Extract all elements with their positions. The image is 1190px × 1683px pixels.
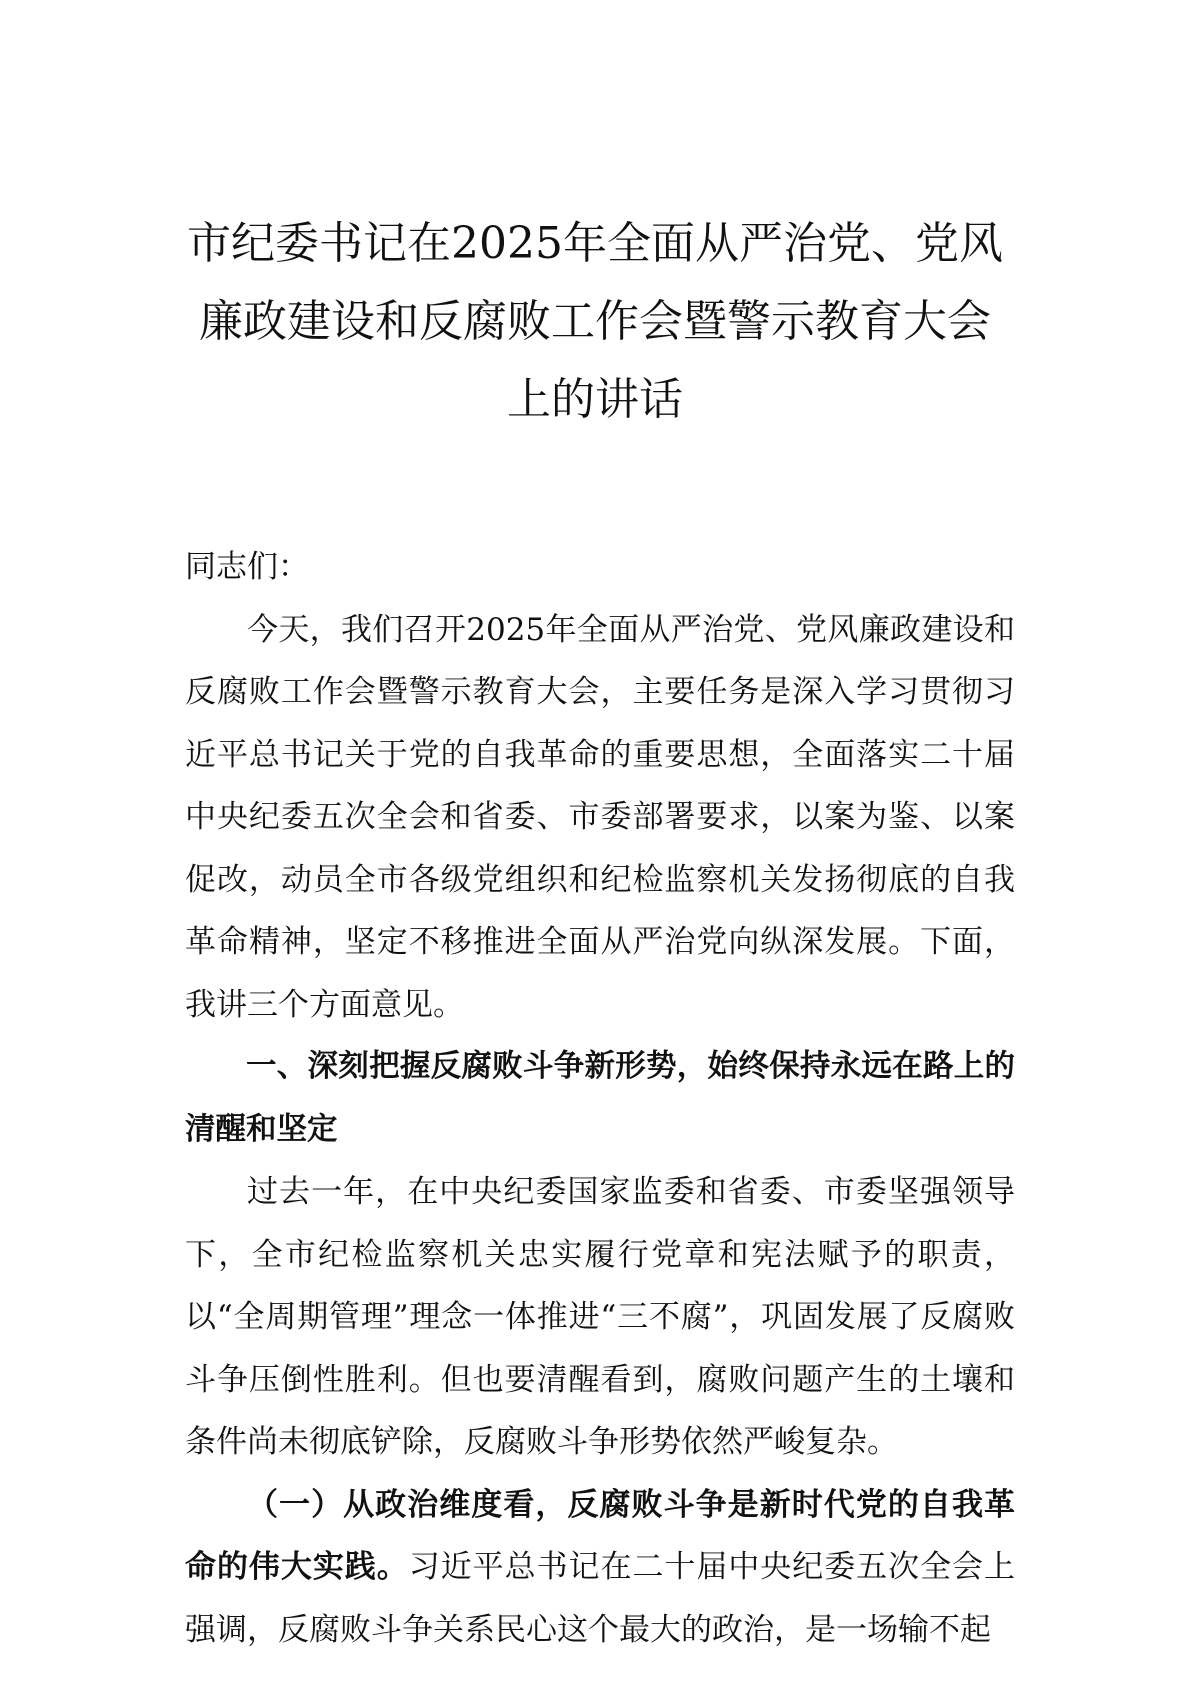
- subsection-1-text: 习近平总书记在二十届中央纪委五次全会上强调，反腐败斗争关系民心这个最大的政治，是一场输不起: [185, 1549, 1016, 1648]
- title-line-2: 廉政建设和反腐败工作会暨警示教育大会: [199, 296, 991, 347]
- speech-body: [185, 536, 1015, 1661]
- salutation: 同志们：: [185, 549, 309, 585]
- section-1-heading: 一、深刻把握反腐败斗争新形势，始终保持永远在路上的清醒和坚定: [185, 1049, 1015, 1147]
- intro-paragraph: 今天，我们召开2025年全面从严治党、党风廉政建设和反腐败工作会暨警示教育大会，主要任务是深入学习贯彻习近平总书记关于党的自我革命的重要思想，全面落实二十届中央纪委五次全会和省委、市委部署要求，以案为鉴、以案促改，动员全市各级党组织和纪检监察机关发扬彻底的自我革命精神，坚定不移推进全面从严治党向纵深发展。下面，我讲三个方面意见。: [185, 611, 1015, 1023]
- section-1-paragraph: 过去一年，在中央纪委国家监委和省委、市委坚强领导下，全市纪检监察机关忠实履行党章和宪法赋予的职责，以“全周期管理”理念一体推进“三不腐”，巩固发展了反腐败斗争压倒性胜利。但也要清醒看到，腐败问题产生的土壤和条件尚未彻底铲除，反腐败斗争形势依然严峻复杂。: [185, 1174, 1015, 1460]
- title-line-3: 上的讲话: [507, 374, 683, 425]
- title-line-1: 市纪委书记在2025年全面从严治党、党风: [187, 218, 1003, 269]
- subsection-1-heading: （一）从政治维度看，反腐败斗争是新时代党的自我革命的伟大实践。: [185, 1486, 1015, 1585]
- page-title: [150, 205, 1040, 439]
- subsection-1-paragraph: [185, 1474, 1015, 1662]
